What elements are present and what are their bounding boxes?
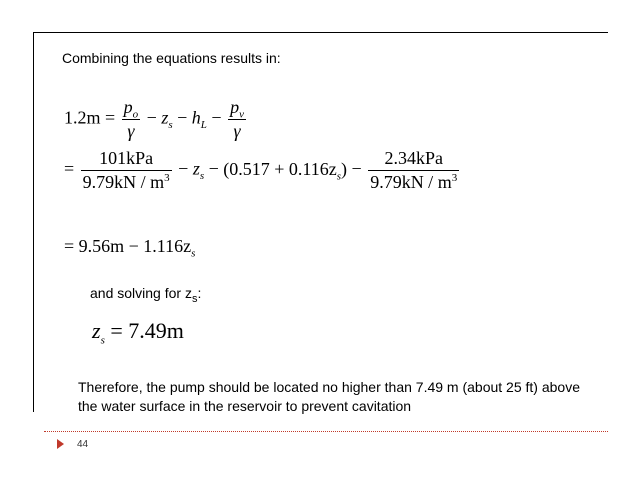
frame-left-border — [33, 32, 34, 412]
conclusion-text: Therefore, the pump should be located no higher than 7.49 m (about 25 ft) above the water surface in the reservoir to prevent cavitation — [78, 379, 580, 414]
intro-text: Combining the equations results in: — [62, 50, 281, 66]
eq2-frac-2: $\frac{\text{2.34kPa}}{9.79kN / m^3}$ — [370, 148, 458, 192]
frame-top-border — [33, 32, 608, 33]
eq2-paren: $(0.517 + 0.116z_s)$ — [223, 158, 348, 183]
bullet-arrow-icon — [57, 439, 64, 449]
equation-3: = $9.56m - 1.116z_s$ — [64, 236, 196, 260]
page-number: 44 — [77, 439, 89, 450]
eq1-hl: h — [191, 107, 201, 128]
result-equation: $z_s = 7.49m$ — [92, 318, 184, 347]
footer-divider — [44, 431, 608, 432]
eq1-zs: z — [161, 107, 169, 128]
eq1-lhs: 1.2m — [64, 107, 101, 128]
eq2-frac-1: $\frac{\text{101kPa}}{9.79kN / m^3}$ — [82, 148, 170, 192]
eq1-frac-pv: $\frac{p_v}{\gamma}$ — [230, 97, 244, 141]
equation-1: 1.2m = $\frac{p_o}{\gamma}$ − $z_s - h_L$ − $\frac{p_v}{\gamma}$ — [64, 97, 244, 141]
eq1-frac-po: $\frac{p_o}{\gamma}$ — [123, 97, 139, 141]
solving-text: and solving for $z_s$: — [90, 285, 202, 305]
equation-2: = $\frac{\text{101kPa}}{9.79kN / m^3}$ − $z_s - (0.517 + 0.116z_s)$ − $\frac{\text{2.34kPa}}{9.79kN / m^3}$ — [64, 148, 458, 192]
